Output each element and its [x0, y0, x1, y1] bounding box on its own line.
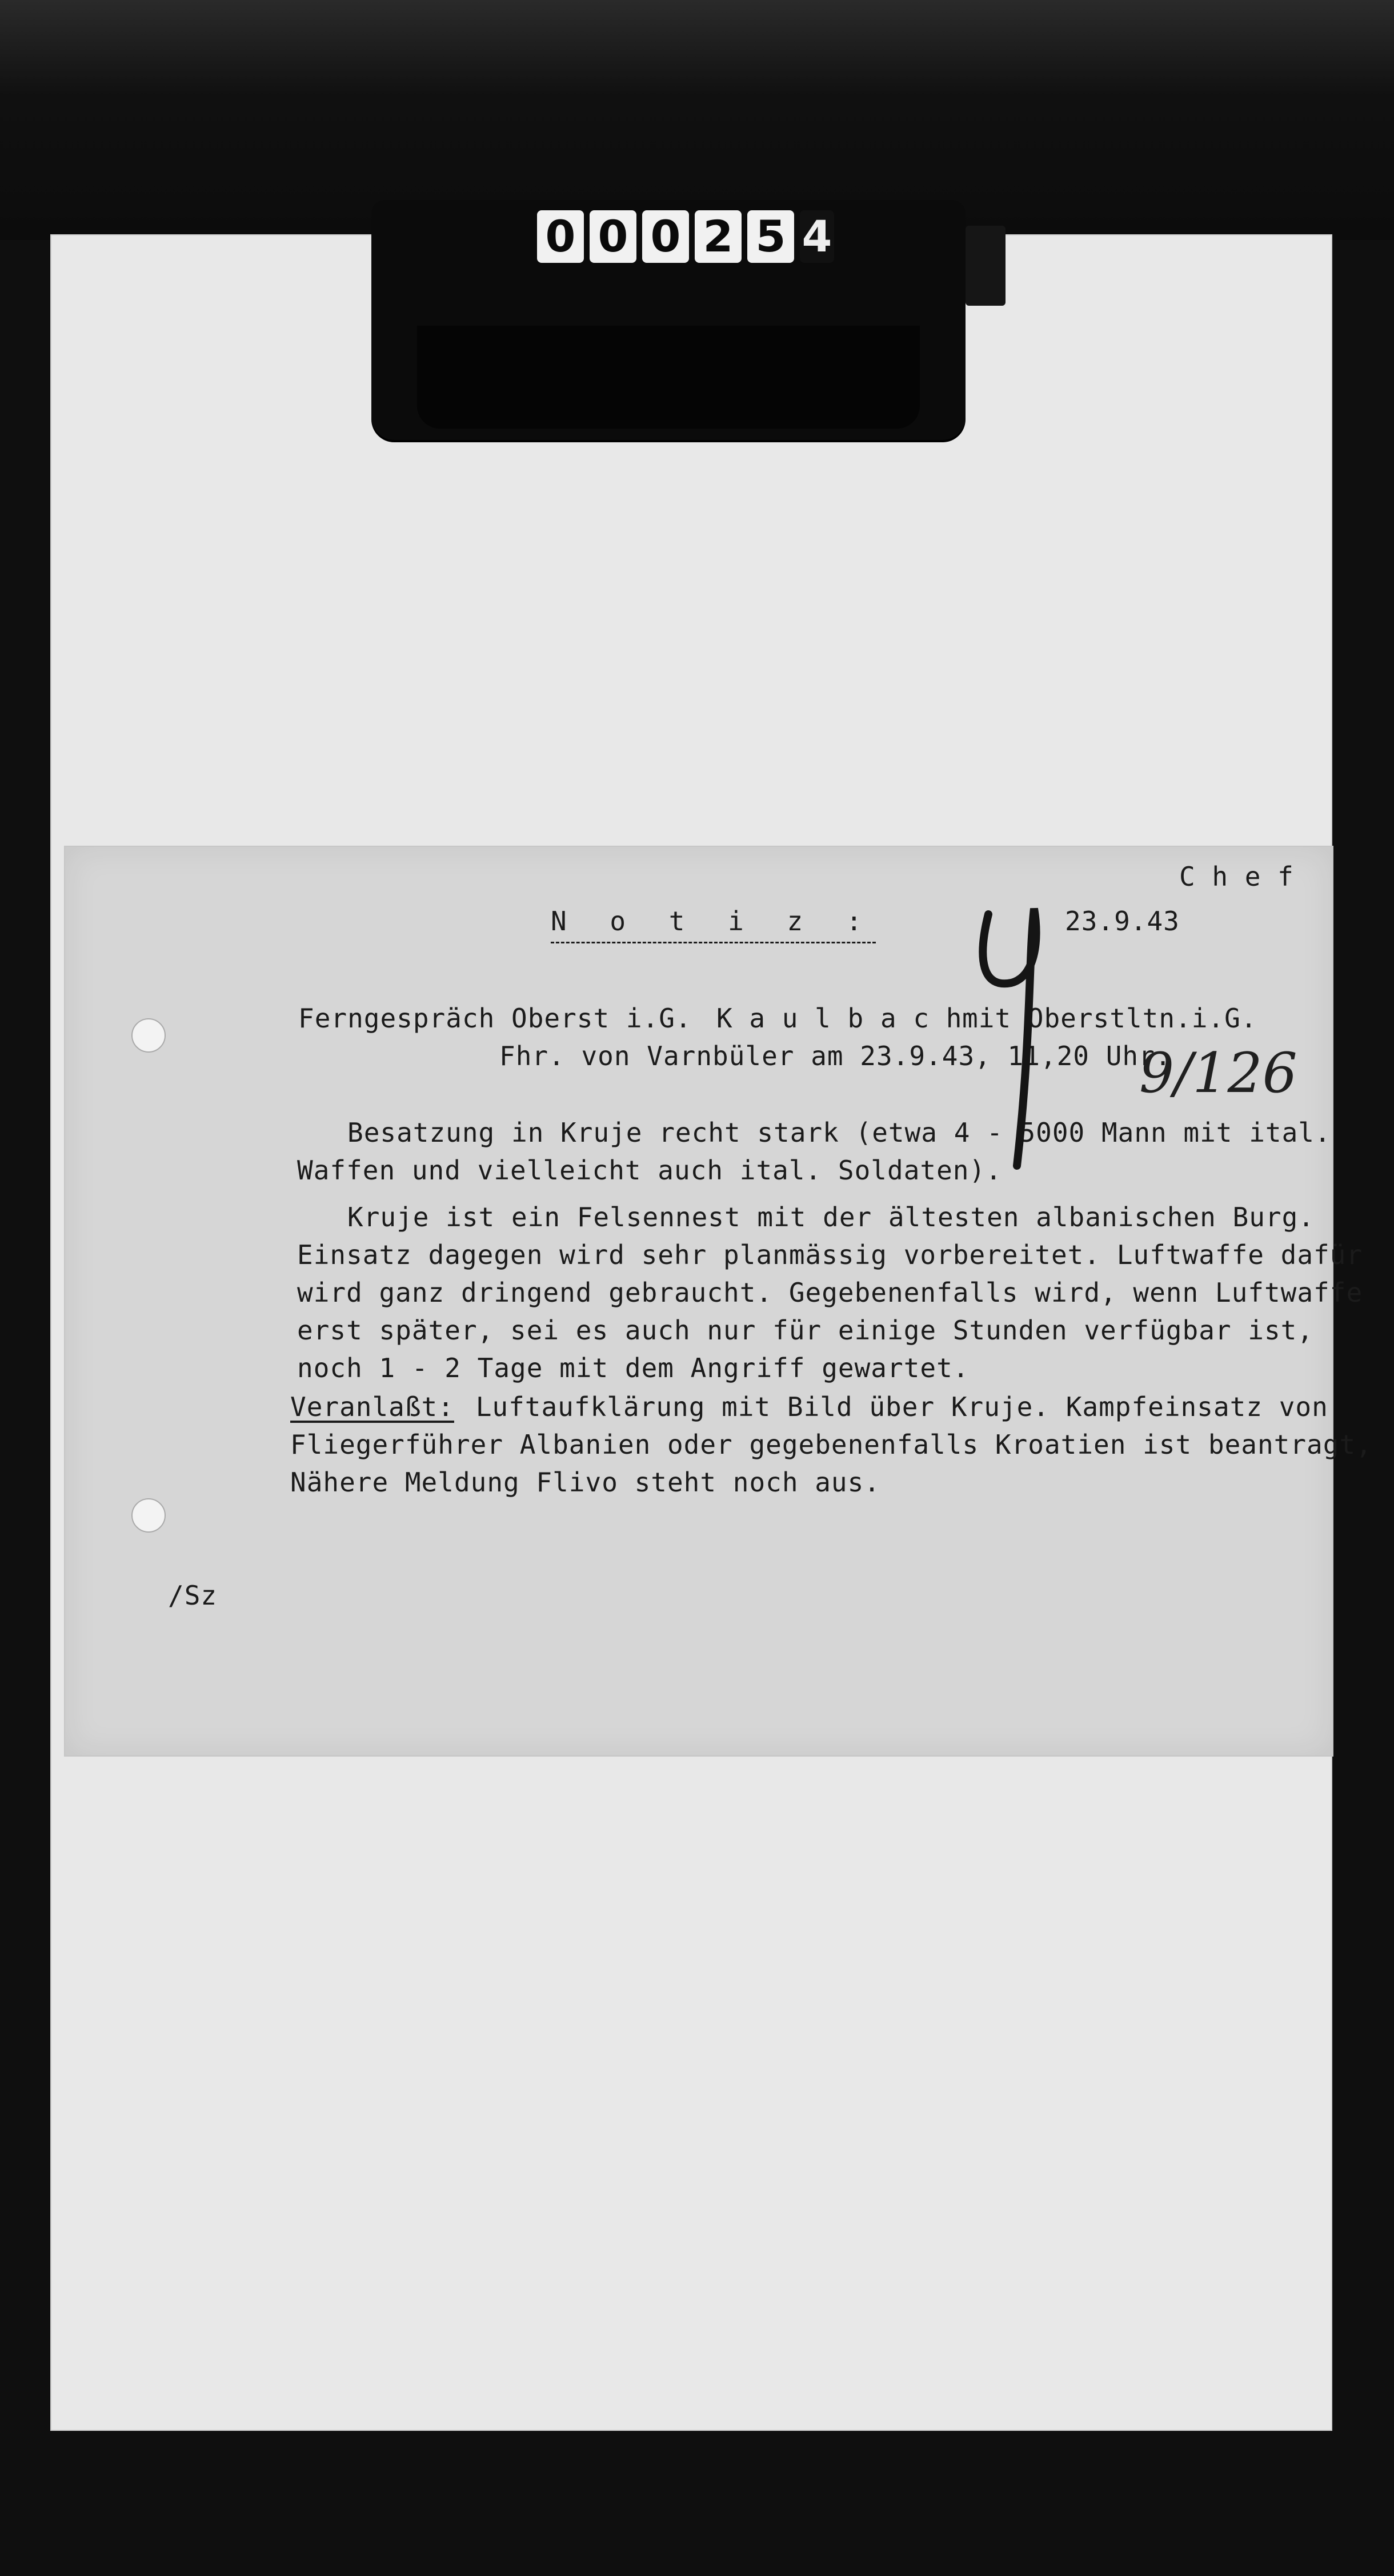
frame-counter: [537, 210, 834, 263]
counter-digit: 0: [537, 210, 584, 263]
subject-time: Fhr. von Varnbüler am 23.9.43, 11,20 Uhr.: [499, 1041, 1172, 1071]
paragraph-3-line: Fliegerführer Albanien oder gegebenenfalls Kroatien ist beantragt,: [290, 1429, 1372, 1460]
paragraph-2-line: Einsatz dagegen wird sehr planmässig vorbereitet. Luftwaffe dafür: [297, 1239, 1363, 1270]
counter-digit: 0: [642, 210, 689, 263]
paragraph-3-line: Luftaufklärung mit Bild über Kruje. Kampfeinsatz von: [459, 1391, 1328, 1422]
handwritten-file-number: 9/126: [1139, 1041, 1297, 1105]
counter-digit: 0: [590, 210, 636, 263]
paragraph-3-line: Nähere Meldung Flivo steht noch aus.: [290, 1467, 880, 1498]
memo-card: [64, 846, 1372, 1757]
counter-digit: 2: [695, 210, 742, 263]
paragraph-1-line: Besatzung in Kruje recht stark (etwa 4 - 5000 Mann mit ital.: [347, 1117, 1331, 1148]
veranlasst-label: Veranlaßt:: [290, 1391, 454, 1422]
memo-title: N o t i z :: [551, 904, 876, 943]
signature-mark: /Sz: [168, 1580, 218, 1611]
subject-callee: mit Oberstltn.i.G.: [962, 1003, 1257, 1034]
paragraph-2-line: noch 1 - 2 Tage mit dem Angriff gewartet.: [297, 1353, 970, 1383]
paragraph-1-line: Waffen und vielleicht auch ital. Soldaten).: [297, 1155, 1002, 1186]
memo-recipient: C h e f: [1179, 861, 1294, 892]
punch-hole: [131, 1498, 166, 1533]
paragraph-2-line: wird ganz dringend gebraucht. Gegebenenfalls wird, wenn Luftwaffe: [297, 1277, 1363, 1308]
counter-digit: 4: [800, 210, 834, 263]
subject-name: K a u l b a c h: [716, 1003, 963, 1034]
counter-digit: 5: [747, 210, 794, 263]
paragraph-2-line: erst später, sei es auch nur für einige Stunden verfügbar ist,: [297, 1315, 1314, 1346]
frame-counter-knob: [966, 226, 1006, 306]
memo-date: 23.9.43: [1065, 906, 1180, 937]
paragraph-2-line: Kruje ist ein Felsennest mit der ältesten albanischen Burg.: [347, 1202, 1315, 1233]
subject-caller: Ferngespräch Oberst i.G.: [298, 1003, 692, 1034]
handwritten-initial-mark: [966, 891, 1063, 1177]
punch-hole: [131, 1018, 166, 1053]
